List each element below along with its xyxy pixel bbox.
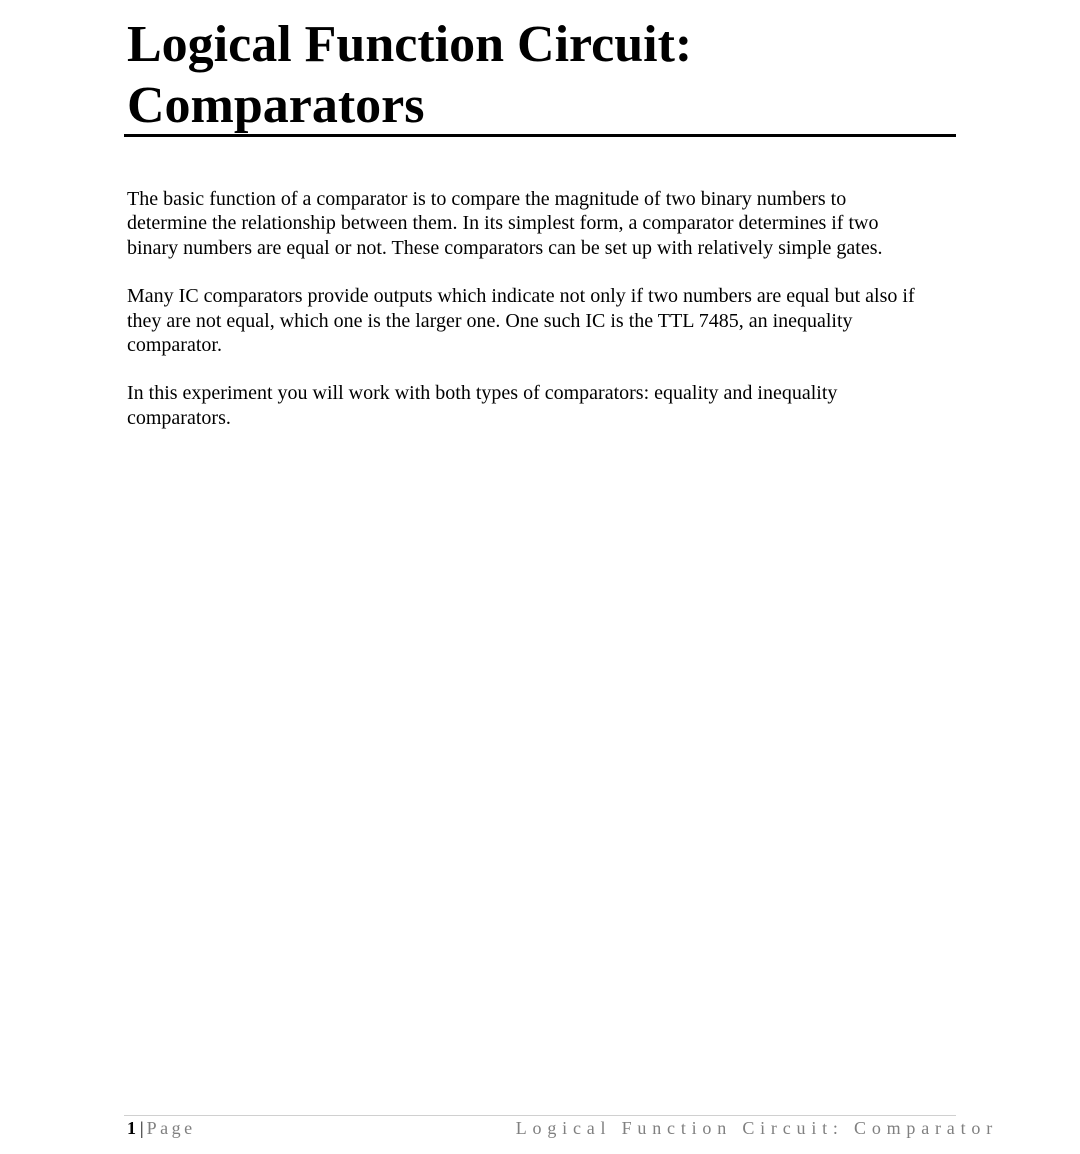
page-title: Logical Function Circuit: Comparators <box>127 16 693 134</box>
document-body <box>127 187 922 454</box>
paragraph-experiment: In this experiment you will work with both types of comparators: equality and inequality comparators. <box>127 382 838 429</box>
paragraph-ic-comparators: Many IC comparators provide outputs which indicate not only if two numbers are equal but also if they are not equal, which one is the larger one. One such IC is the TTL 7485, an inequality comparator. <box>127 285 915 357</box>
footer-divider <box>124 1115 956 1116</box>
page-number: 1 <box>127 1118 136 1138</box>
paragraph-intro: The basic function of a comparator is to compare the magnitude of two binary numbers to determine the relationship between them. In its simplest form, a comparator determines if two binary numbers are equal or not. These comparators can be set up with relatively simple gates. <box>127 188 883 259</box>
page-number-footer <box>127 1117 196 1139</box>
title-underline <box>124 134 956 137</box>
footer-separator: | <box>140 1118 144 1138</box>
page-label: Page <box>146 1118 196 1138</box>
footer-running-title: Logical Function Circuit: Comparator <box>515 1118 998 1138</box>
